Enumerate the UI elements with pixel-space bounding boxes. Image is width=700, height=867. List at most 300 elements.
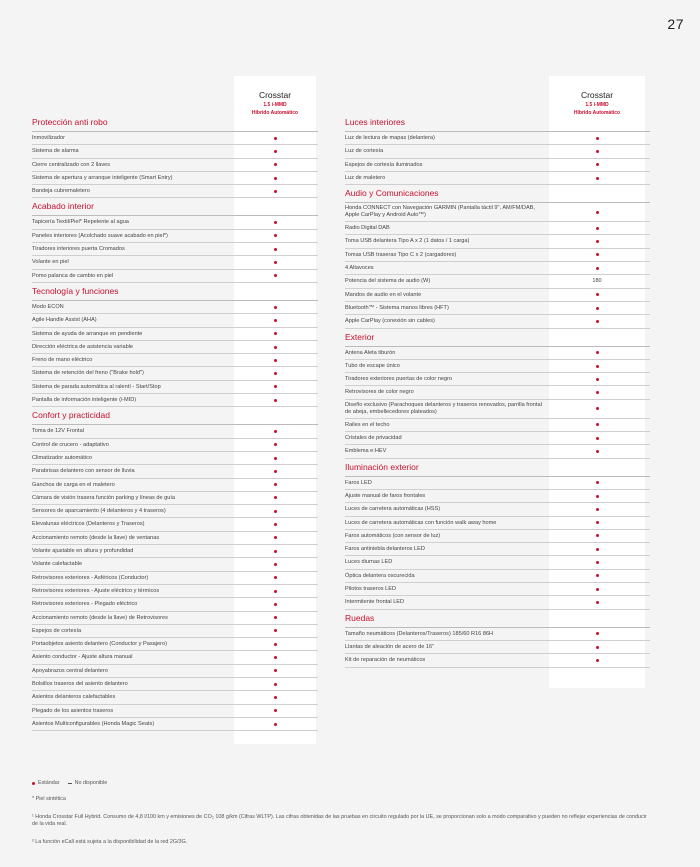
spec-label: Control de crucero - adaptativo: [32, 441, 109, 448]
standard-dot-icon: [274, 669, 277, 672]
standard-dot-icon: [596, 534, 599, 537]
spec-label: Óptica delantera oscurecida: [345, 572, 415, 579]
legend: [32, 780, 652, 786]
standard-dot-icon: [596, 150, 599, 153]
section-title: Exterior: [345, 329, 650, 347]
spec-value: [234, 270, 316, 282]
spec-label: Agile Handle Assist (AHA): [32, 317, 97, 324]
spec-value: [234, 678, 316, 690]
spec-value: [549, 503, 645, 515]
standard-dot-icon: [274, 221, 277, 224]
section-title: Acabado interior: [32, 198, 318, 216]
standard-dot-icon: [596, 137, 599, 140]
standard-dot-icon: [274, 319, 277, 322]
spec-row: [32, 159, 318, 172]
spec-row: [32, 572, 318, 585]
spec-value: [234, 243, 316, 255]
spec-row: [32, 625, 318, 638]
spec-label: Inmovilizador: [32, 135, 65, 141]
spec-label: Cristales de privacidad: [345, 435, 402, 442]
spec-value: [549, 386, 645, 398]
spec-row: [345, 222, 650, 235]
standard-dot-icon: [274, 629, 277, 632]
spec-value: [549, 249, 645, 261]
unavailable-dash-icon: [68, 783, 72, 784]
spec-value: [234, 341, 316, 353]
spec-row: [32, 381, 318, 394]
spec-row: [32, 598, 318, 611]
standard-dot-icon: [274, 248, 277, 251]
spec-value: [234, 301, 316, 313]
standard-dot-icon: [274, 483, 277, 486]
spec-row: [345, 145, 650, 158]
spec-label: Modo ECON: [32, 303, 64, 310]
spec-row: [32, 558, 318, 571]
spec-row: [32, 545, 318, 558]
spec-value: [234, 598, 316, 610]
spec-value: [234, 665, 316, 677]
spec-row: [345, 400, 650, 419]
spec-value: [234, 638, 316, 650]
spec-label: Ganchos de carga en el maletero: [32, 481, 115, 488]
spec-value: [234, 381, 316, 393]
spec-row: [345, 490, 650, 503]
spec-value: [549, 302, 645, 314]
spec-row: [32, 301, 318, 314]
spec-label: Accionamiento remoto (desde la llave) de ventanas: [32, 534, 160, 541]
spec-label: Diseño exclusivo (Parachoques delanteros y traseros renovados, parrilla frontal de abeja, embellecedores plateados): [345, 401, 542, 415]
spec-value: [234, 328, 316, 340]
spec-row: [345, 360, 650, 373]
spec-value: [234, 367, 316, 379]
standard-dot-icon: [596, 293, 599, 296]
spec-row: [32, 230, 318, 243]
spec-label: Tamaño neumáticos (Delanteros/Traseros) 185/60 R16 86H: [345, 630, 494, 637]
standard-dot-icon: [274, 399, 277, 402]
model-transmission: Híbrido Automático: [573, 110, 621, 116]
spec-row: [345, 530, 650, 543]
spec-label: Luces diurnas LED: [345, 559, 393, 566]
spec-label: Pantalla de información inteligente (i-MID): [32, 397, 137, 404]
standard-dot-icon: [596, 437, 599, 440]
standard-dot-icon: [596, 574, 599, 577]
spec-label: Faros automáticos (con sensor de luz): [345, 532, 441, 539]
spec-label: Apoyabrazos central delantero: [32, 667, 108, 674]
spec-row: [32, 705, 318, 718]
spec-value: 180: [592, 278, 602, 285]
spec-value: [549, 172, 645, 184]
spec-label: Sistema de retención del freno ("Brake hold"): [32, 370, 144, 377]
spec-label: Volante ajustable en altura y profundidad: [32, 548, 134, 555]
standard-dot-icon: [274, 430, 277, 433]
spec-value: [234, 705, 316, 717]
standard-dot-icon: [596, 163, 599, 166]
spec-row: [32, 425, 318, 438]
spec-label: Volante en piel: [32, 259, 69, 266]
spec-value: [549, 262, 645, 274]
model-engine: 1.5 i-MMD: [585, 102, 609, 108]
spec-label: Asientos Multiconfigurables (Honda Magic Seats): [32, 720, 155, 727]
spec-row: [345, 641, 650, 654]
spec-value: [549, 628, 645, 640]
spec-label: Faros antiniebla delanteros LED: [345, 546, 425, 553]
standard-dot-icon: [274, 443, 277, 446]
standard-dot-icon: [274, 683, 277, 686]
spec-row: [345, 235, 650, 248]
spec-value: [234, 718, 316, 730]
spec-label: Volante calefactable: [32, 561, 83, 568]
spec-row: [345, 654, 650, 667]
standard-dot-icon: [274, 563, 277, 566]
legend-standard-label: Estándar: [38, 780, 60, 786]
spec-row: [32, 270, 318, 283]
spec-value: [234, 354, 316, 366]
model-name: Crosstar: [258, 90, 292, 100]
standard-dot-icon: [274, 137, 277, 140]
spec-row: [345, 445, 650, 458]
spec-row: [32, 314, 318, 327]
spec-value: [549, 159, 645, 171]
spec-value: [234, 585, 316, 597]
standard-dot-icon: [596, 450, 599, 453]
spec-row: [345, 289, 650, 302]
spec-value: [234, 314, 316, 326]
spec-value: [234, 572, 316, 584]
spec-row: [32, 328, 318, 341]
standard-dot-icon: [274, 306, 277, 309]
spec-label: Retrovisores exteriores - Asféricos (Conductor): [32, 574, 149, 581]
spec-row: [345, 596, 650, 609]
spec-label: Intermitente frontal LED: [345, 599, 405, 606]
spec-label: Cámara de visión trasera función parking y líneas de guía: [32, 494, 176, 501]
spec-row: [32, 341, 318, 354]
spec-label: Toma de 12V Frontal: [32, 428, 84, 435]
standard-dot-icon: [274, 709, 277, 712]
spec-label: Luz de lectura de mapas (delantera): [345, 135, 435, 141]
spec-row: [32, 465, 318, 478]
standard-dot-icon: [596, 632, 599, 635]
spec-label: Paneles interiores (Acolchado suave acabado en piel*): [32, 232, 168, 239]
spec-value: [549, 235, 645, 247]
standard-dot-icon: [274, 510, 277, 513]
spec-label: Radio Digital DAB: [345, 225, 390, 232]
spec-value: [549, 373, 645, 385]
standard-dot-icon: [274, 643, 277, 646]
standard-dot-icon: [274, 332, 277, 335]
spec-value: [549, 203, 645, 221]
spec-row: [345, 172, 650, 185]
spec-row: [345, 386, 650, 399]
spec-label: Tapicería Textil/Piel* Repelente al agua: [32, 219, 129, 226]
spec-value: [234, 452, 316, 464]
spec-row: [32, 638, 318, 651]
spec-row: [345, 302, 650, 315]
spec-label: Ajuste manual de faros frontales: [345, 492, 426, 499]
standard-dot-icon: [274, 590, 277, 593]
spec-row: [345, 159, 650, 172]
spec-label: Luces de carretera automáticas con función walk away home: [345, 519, 497, 526]
standard-dot-icon: [32, 782, 35, 785]
standard-dot-icon: [596, 307, 599, 310]
legend-unavailable: [68, 780, 108, 786]
spec-label: Tomas USB traseras Tipo C x 2 (cargadores): [345, 251, 457, 258]
spec-label: Espejos de cortesía iluminados: [345, 161, 423, 168]
spec-label: Sistema de apertura y arranque inteligente (Smart Entry): [32, 174, 173, 181]
spec-value: [234, 425, 316, 437]
spec-row: [32, 145, 318, 158]
model-engine: 1.5 i-MMD: [263, 102, 287, 108]
spec-row: [32, 718, 318, 731]
spec-row: [32, 354, 318, 367]
spec-label: Asiento conductor - Ajuste altura manual: [32, 654, 133, 661]
spec-label: Climatizador automático: [32, 454, 93, 461]
spec-value: [234, 651, 316, 663]
standard-dot-icon: [274, 696, 277, 699]
standard-dot-icon: [596, 177, 599, 180]
spec-value: [549, 477, 645, 489]
spec-row: [345, 132, 650, 145]
spec-row: [32, 256, 318, 269]
standard-dot-icon: [274, 723, 277, 726]
standard-dot-icon: [274, 177, 277, 180]
spec-value: [549, 222, 645, 234]
spec-label: Tiradores interiores puerta Cromados: [32, 246, 125, 253]
spec-label: Potencia del sistema de audio (W): [345, 278, 431, 285]
spec-row: [345, 432, 650, 445]
spec-label: 4 Altavoces: [345, 265, 374, 272]
standard-dot-icon: [596, 548, 599, 551]
spec-label: Retrovisores exteriores - Plegado eléctrico: [32, 601, 138, 608]
spec-row: [32, 243, 318, 256]
spec-value: [549, 543, 645, 555]
spec-row: [345, 583, 650, 596]
standard-dot-icon: [596, 646, 599, 649]
standard-dot-icon: [274, 346, 277, 349]
spec-label: Pomo palanca de cambio en piel: [32, 272, 114, 279]
note-leather: * Piel sintética: [32, 796, 66, 802]
spec-label: Asientos delanteros calefactables: [32, 694, 116, 701]
standard-dot-icon: [596, 659, 599, 662]
spec-value: [234, 532, 316, 544]
spec-label: Bluetooth™ - Sistema manos libres (HFT): [345, 304, 449, 311]
spec-value: [234, 492, 316, 504]
spec-label: Mandos de audio en el volante: [345, 291, 422, 298]
spec-value: [549, 556, 645, 568]
standard-dot-icon: [274, 385, 277, 388]
spec-row: [32, 439, 318, 452]
standard-dot-icon: [596, 508, 599, 511]
spec-label: Plegado de los asientos traseros: [32, 707, 114, 714]
standard-dot-icon: [274, 496, 277, 499]
standard-dot-icon: [596, 521, 599, 524]
spec-value: [549, 596, 645, 608]
spec-label: Emblema e:HEV: [345, 448, 387, 455]
spec-label: Sensores de aparcamiento (4 delanteros y 4 traseros): [32, 508, 166, 515]
spec-row: [345, 262, 650, 275]
standard-dot-icon: [596, 365, 599, 368]
legend-unavailable-label: No disponible: [74, 780, 108, 786]
spec-label: Honda CONNECT con Navegación GARMIN (Pantalla táctil 9", AM/FM/DAB, Apple CarPlay y Android Auto™): [345, 205, 535, 219]
spec-value: [234, 256, 316, 268]
spec-value: [234, 172, 316, 184]
standard-dot-icon: [274, 372, 277, 375]
spec-row: [32, 532, 318, 545]
spec-label: Luz de maletero: [345, 174, 386, 181]
spec-value: [549, 132, 645, 144]
spec-label: Elevalunas eléctricos (Delanteros y Traseros): [32, 521, 145, 528]
standard-dot-icon: [596, 253, 599, 256]
spec-label: Sistema de alarma: [32, 148, 79, 155]
spec-row: [345, 503, 650, 516]
spec-row: [32, 185, 318, 198]
spec-value: [549, 530, 645, 542]
spec-label: Dirección eléctrica de asistencia variable: [32, 343, 134, 350]
spec-value: [549, 289, 645, 301]
standard-dot-icon: [596, 351, 599, 354]
spec-value: [549, 445, 645, 457]
spec-row: [32, 452, 318, 465]
spec-label: Espejos de cortesía: [32, 627, 82, 634]
spec-value: [234, 505, 316, 517]
spec-row: [345, 275, 650, 288]
spec-label: Tubo de escape único: [345, 362, 400, 369]
section-title: Ruedas: [345, 610, 650, 628]
standard-dot-icon: [274, 234, 277, 237]
spec-value: [549, 517, 645, 529]
spec-label: Apple CarPlay (conexión sin cables): [345, 318, 435, 325]
spec-row: [32, 505, 318, 518]
spec-row: [32, 394, 318, 407]
spec-value: [234, 132, 316, 144]
spec-label: Cierre centralizado con 2 llaves: [32, 161, 111, 168]
standard-dot-icon: [596, 267, 599, 270]
spec-label: Luces de carretera automáticas (HSS): [345, 506, 441, 513]
standard-dot-icon: [596, 320, 599, 323]
standard-dot-icon: [274, 550, 277, 553]
standard-dot-icon: [596, 227, 599, 230]
left-spec-table: [32, 114, 318, 731]
spec-value: [549, 432, 645, 444]
spec-row: [32, 665, 318, 678]
spec-value: [549, 419, 645, 431]
spec-value: [234, 394, 316, 406]
legend-standard: [32, 780, 60, 786]
spec-label: Retrovisores de color negro: [345, 389, 414, 396]
standard-dot-icon: [274, 190, 277, 193]
spec-label: Railes en el techo: [345, 421, 390, 428]
standard-dot-icon: [274, 150, 277, 153]
spec-label: Toma USB delantera Tipo A x 2 (1 datos / 1 carga): [345, 238, 470, 245]
spec-row: [32, 691, 318, 704]
spec-row: [32, 678, 318, 691]
standard-dot-icon: [596, 588, 599, 591]
spec-value: [549, 400, 645, 418]
standard-dot-icon: [596, 601, 599, 604]
spec-value: [234, 216, 316, 228]
standard-dot-icon: [596, 391, 599, 394]
standard-dot-icon: [274, 261, 277, 264]
standard-dot-icon: [596, 423, 599, 426]
spec-value: [549, 347, 645, 359]
spec-label: Sistema de parada automática al ralentí - Start/Stop: [32, 383, 161, 390]
spec-value: [234, 518, 316, 530]
spec-value: [234, 185, 316, 197]
standard-dot-icon: [596, 240, 599, 243]
standard-dot-icon: [596, 495, 599, 498]
spec-row: [345, 419, 650, 432]
standard-dot-icon: [274, 274, 277, 277]
standard-dot-icon: [596, 561, 599, 564]
spec-row: [32, 216, 318, 229]
spec-label: Parabrisas delantero con sensor de lluvia: [32, 468, 135, 475]
standard-dot-icon: [274, 470, 277, 473]
section-title: Tecnología y funciones: [32, 283, 318, 301]
spec-value: [234, 439, 316, 451]
standard-dot-icon: [274, 359, 277, 362]
spec-value: [549, 145, 645, 157]
spec-value: [234, 691, 316, 703]
spec-value: [549, 360, 645, 372]
spec-row: [32, 651, 318, 664]
section-title: Audio y Comunicaciones: [345, 185, 650, 203]
footer-notes: [32, 780, 652, 846]
spec-row: [345, 628, 650, 641]
spec-label: Faros LED: [345, 479, 372, 486]
standard-dot-icon: [274, 576, 277, 579]
spec-row: [345, 477, 650, 490]
standard-dot-icon: [274, 656, 277, 659]
spec-value: [234, 545, 316, 557]
page-number: 27: [667, 16, 684, 32]
spec-row: [345, 517, 650, 530]
note-ecall: ² La función eCall está sujeta a la disponibilidad de la red 2G/3G.: [32, 838, 188, 845]
spec-label: Pilotos traseros LED: [345, 586, 396, 593]
spec-row: [32, 518, 318, 531]
standard-dot-icon: [274, 457, 277, 460]
spec-row: [32, 479, 318, 492]
standard-dot-icon: [596, 481, 599, 484]
spec-label: Freno de mano eléctrico: [32, 357, 93, 364]
spec-value: [234, 558, 316, 570]
spec-label: Retrovisores exteriores - Ajuste eléctrico y térmicos: [32, 587, 160, 594]
spec-row: [32, 612, 318, 625]
spec-label: Accionamiento remoto (desde la llave) de Retrovisores: [32, 614, 168, 621]
spec-label: Portaobjetos asiento delantero (Conductor y Pasajero): [32, 641, 167, 648]
spec-row: [345, 315, 650, 328]
standard-dot-icon: [274, 163, 277, 166]
model-header: [549, 90, 645, 116]
spec-value: [234, 479, 316, 491]
spec-row: [345, 543, 650, 556]
spec-row: [32, 492, 318, 505]
spec-row: [345, 203, 650, 222]
spec-label: Bolsillos traseros del asiento delantero: [32, 680, 128, 687]
spec-row: [345, 570, 650, 583]
spec-row: [345, 556, 650, 569]
standard-dot-icon: [274, 536, 277, 539]
spec-value: [549, 583, 645, 595]
standard-dot-icon: [596, 378, 599, 381]
spec-value: [234, 159, 316, 171]
spec-value: [234, 612, 316, 624]
spec-row: [32, 367, 318, 380]
standard-dot-icon: [274, 523, 277, 526]
spec-label: Bandeja cubremaletero: [32, 188, 90, 195]
spec-label: Antena Aleta tiburón: [345, 349, 396, 356]
spec-value: [549, 570, 645, 582]
spec-value: [549, 641, 645, 653]
section-title: Confort y practicidad: [32, 407, 318, 425]
